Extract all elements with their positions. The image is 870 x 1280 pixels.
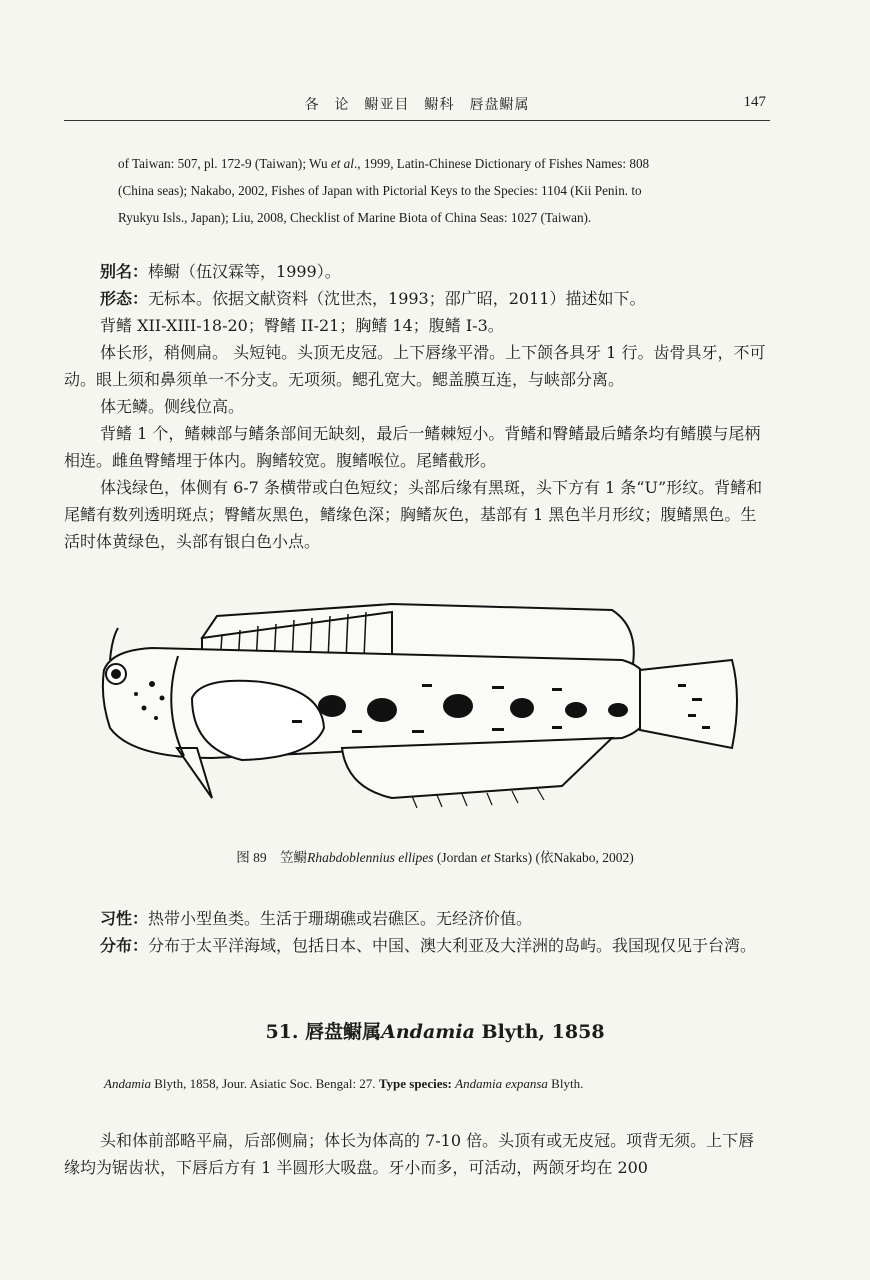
paragraph: 体浅绿色，体侧有 6-7 条横带或白色短纹；头部后缘有黑斑，头下方有 1 条“U”形纹。背鳍和尾鳍有数列透明斑点；臀鳍灰黑色，鳍缘色深；胸鳍灰色，基部有 1 黑色半月形纹；腹鳍黑色。生活时体黄绿色，头部有银白色小点。: [64, 478, 763, 551]
morphology-line: 形态：无标本。依据文献资料（沈世杰，1993；邵广昭，2011）描述如下。: [100, 289, 646, 308]
habit-line: 习性：热带小型鱼类。生活于珊瑚礁或岩礁区。无经济价值。: [100, 909, 533, 928]
alias-line: 别名：棒鳚（伍汉霖等，1999）。: [100, 262, 341, 281]
reference-line: (China seas); Nakabo, 2002, Fishes of Japan with Pictorial Keys to the Species: 1104 (Kii Penin. to: [118, 183, 642, 198]
habits-distribution: [64, 905, 770, 959]
genus-reference: Andamia Blyth, 1858, Jour. Asiatic Soc. Bengal: 27. Type species: Andamia expansa Blyth.: [104, 1076, 584, 1091]
figure-caption: 图 89 笠鳚Rhabdoblennius ellipes (Jordan et Starks) (依Nakabo, 2002): [236, 850, 634, 865]
paragraph: 体长形，稍侧扁。 头短钝。头顶无皮冠。上下唇缘平滑。上下颌各具牙 1 行。齿骨具牙，不可动。眼上须和鼻须单一不分支。无项须。鳃孔宽大。鳃盖膜互连，与峡部分离。: [64, 343, 766, 389]
page-header: [64, 92, 770, 121]
distribution-line: 分布：分布于太平洋海域，包括日本、中国、澳大利亚及大洋洲的岛屿。我国现仅见于台湾。: [100, 936, 757, 955]
species-description: [64, 258, 770, 555]
reference-line: Ryukyu Isls., Japan); Liu, 2008, Checklist of Marine Biota of China Seas: 1027 (Taiwan).: [118, 210, 592, 225]
reference-line: of Taiwan: 507, pl. 172-9 (Taiwan); Wu et al., 1999, Latin-Chinese Dictionary of Fishes Names: 808: [118, 156, 650, 171]
fin-formula: 背鳍 XII-XIII-18-20；臀鳍 II-21；胸鳍 14；腹鳍 I-3。: [100, 316, 504, 335]
paragraph: 背鳍 1 个，鳍棘部与鳍条部间无缺刻，最后一鳍棘短小。背鳍和臀鳍最后鳍条均有鳍膜与尾柄相连。雌鱼臀鳍埋于体内。胸鳍较宽。腹鳍喉位。尾鳍截形。: [64, 424, 761, 470]
paragraph: 体无鳞。侧线位高。: [100, 397, 245, 416]
paragraph: 头和体前部略平扁，后部侧扁；体长为体高的 7-10 倍。头顶有或无皮冠。项背无须。上下唇缘均为锯齿状，下唇后方有 1 半圆形大吸盘。牙小而多，可活动，两颌牙均在 200: [64, 1131, 755, 1177]
reference-list: [118, 150, 770, 231]
page-number: 147: [743, 94, 766, 110]
running-title: 各 论 鳚亚目 鳚科 唇盘鳚属: [304, 97, 530, 113]
fish-illustration: [92, 598, 742, 808]
fish-drawing: [92, 598, 742, 808]
genus-title: 51. 唇盘鳚属Andamia Blyth, 1858: [265, 1021, 605, 1043]
genus-description: [64, 1127, 770, 1181]
